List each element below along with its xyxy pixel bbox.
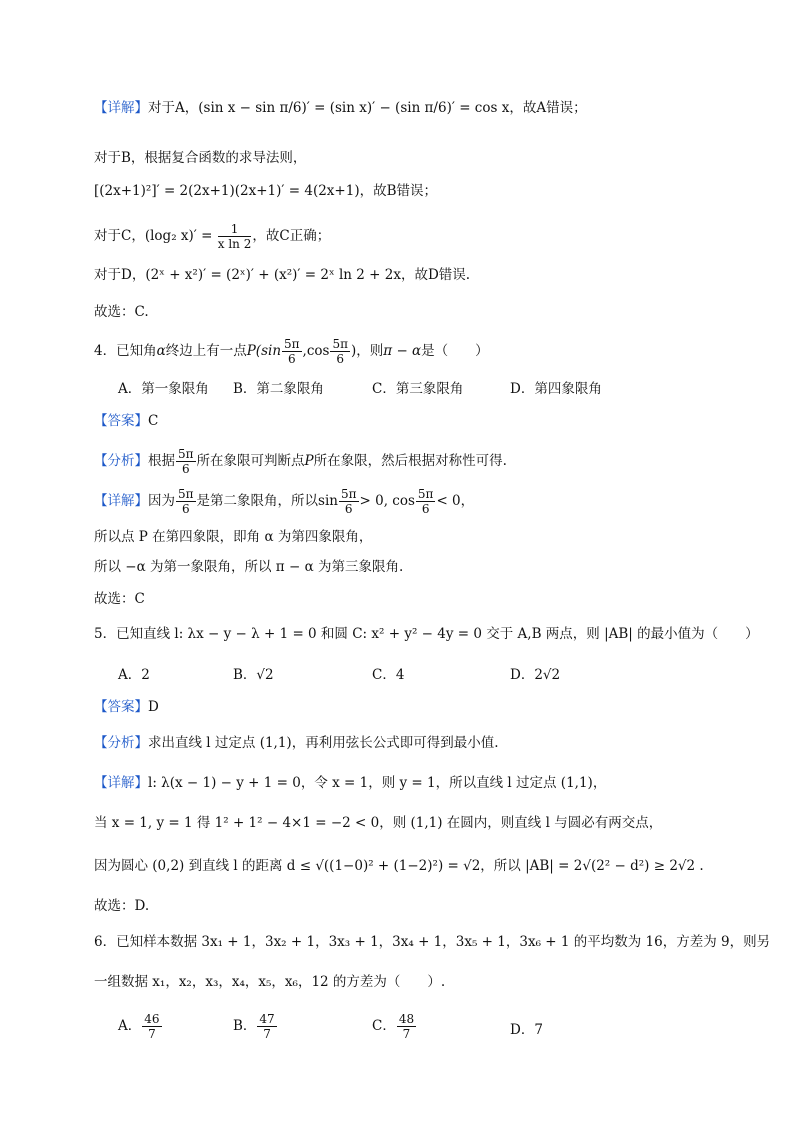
math-expr: [(2x+1)²]′ = 2(2x+1)(2x+1)′ = 4(2x+1) (94, 183, 360, 199)
analysis-tag: 【分析】 (94, 453, 148, 469)
math-text: sin (318, 493, 338, 509)
q4-option-c: C．第三象限角 (372, 381, 464, 397)
q4-analysis (94, 447, 734, 476)
numerator: 5π (417, 487, 434, 501)
fraction (416, 487, 436, 516)
answer-value: C (148, 413, 159, 429)
text: 对于C， (94, 228, 145, 244)
option-letter: A． (118, 1018, 142, 1034)
text: ，则 (356, 343, 384, 359)
answer-tag: 【答案】 (94, 699, 148, 715)
q5-choose: 故选：D. (94, 898, 150, 914)
numerator: 47 (259, 1012, 275, 1026)
q4-detail-line3: 所以 −α 为第一象限角，所以 π − α 为第三象限角. (94, 559, 404, 575)
text: 是第二象限角，所以 (196, 493, 319, 509)
text: ，故D错误. (400, 267, 471, 283)
fraction (397, 1012, 416, 1041)
answer-tag: 【答案】 (94, 413, 148, 429)
q5-detail (94, 773, 734, 793)
detail-tag: 【详解】 (94, 775, 148, 791)
denominator: 6 (336, 352, 345, 366)
q4-option-d: D．第四象限角 (510, 381, 602, 397)
math-expr: (2ˣ + x²)′ = (2ˣ)′ + (x²)′ = 2ˣ ln 2 + 2x (145, 267, 401, 283)
text: 所在象限可判断点 (196, 453, 305, 469)
q6-stem-line2: 一组数据 x₁，x₂，x₃，x₄，x₅，x₆，12 的方差为（ ）. (94, 974, 446, 990)
math-expr: (log₂ x)′ = (144, 228, 213, 244)
q5-stem: 5．已知直线 l: λx − y − λ + 1 = 0 和圆 C: x² + y² − 4y = 0 交于 A,B 两点，则 |AB| 的最小值为（ ） (94, 626, 759, 642)
q3-detail-c (94, 222, 734, 251)
math-text: > 0, cos (359, 493, 415, 509)
denominator: 6 (344, 502, 353, 516)
denominator: 6 (421, 502, 430, 516)
q6-option-c (372, 1012, 417, 1041)
detail-tag: 【详解】 (94, 493, 148, 509)
q5-detail-line3: 因为圆心 (0,2) 到直线 l 的距离 d ≤ √((1−0)² + (1−2)²) = √2，所以 |AB| = 2√(2² − d²) ≥ 2√2 . (94, 858, 704, 874)
fraction (176, 487, 196, 516)
math-text: < 0 (436, 493, 461, 509)
text: 因为 (148, 493, 175, 509)
answer-value: D (148, 699, 159, 715)
q5-option-b: B．√2 (233, 667, 274, 683)
q4-answer (94, 411, 734, 431)
q5-analysis (94, 733, 734, 753)
numerator: 5π (178, 487, 194, 501)
text: 对于A， (148, 100, 199, 116)
denominator: 6 (287, 352, 296, 366)
text: 终边上有一点 (165, 343, 247, 359)
q3-detail-b (94, 181, 734, 201)
fraction (176, 447, 196, 476)
text: ，故A错误； (509, 100, 587, 116)
q4-choose: 故选：C (94, 591, 145, 607)
math-expr: (sin x − sin π/6)′ = (sin x)′ − (sin π/6)′ = cos x (198, 100, 510, 116)
denominator: 7 (263, 1027, 271, 1041)
q4-option-a: A．第一象限角 (118, 381, 209, 397)
numerator: 5π (340, 487, 357, 501)
numerator: 5π (332, 337, 348, 351)
text: 4．已知角 (94, 343, 157, 359)
q5-option-c: C．4 (372, 667, 405, 683)
text: l: λ(x − 1) − y + 1 = 0，令 x = 1，则 y = 1，所以直线 l 过定点 (1,1)， (148, 775, 607, 791)
numerator: 46 (144, 1012, 160, 1026)
math-point: P (304, 453, 314, 469)
option-letter: C． (372, 1018, 396, 1034)
analysis-tag: 【分析】 (94, 735, 148, 751)
text: 根据 (148, 453, 175, 469)
q6-option-a (118, 1012, 163, 1041)
q3-detail-d (94, 265, 734, 285)
numerator: 48 (398, 1012, 415, 1026)
denominator: 7 (402, 1027, 411, 1041)
q3-choose: 故选：C. (94, 304, 149, 320)
q4-option-b: B．第二象限角 (233, 381, 324, 397)
math-point: P(sin (246, 343, 282, 359)
fraction (330, 337, 350, 366)
fraction (339, 487, 359, 516)
q5-answer (94, 697, 734, 717)
q4-stem (94, 337, 734, 366)
numerator: 1 (218, 222, 252, 237)
fraction (218, 222, 252, 251)
q5-detail-line2: 当 x = 1, y = 1 得 1² + 1² − 4×1 = −2 < 0，则 (1,1) 在圆内，则直线 l 与圆必有两交点， (94, 815, 663, 831)
math-expr: π − α (383, 343, 422, 359)
text: 是（ ） (421, 343, 489, 359)
q3-detail-b-intro: 对于B，根据复合函数的求导法则， (94, 150, 307, 166)
denominator: x ln 2 (217, 237, 252, 251)
text: ， (460, 493, 475, 509)
q6-option-d: D．7 (510, 1022, 543, 1038)
q6-stem-line1: 6．已知样本数据 3x₁ + 1，3x₂ + 1，3x₃ + 1，3x₄ + 1，3x₅ + 1，3x₆ + 1 的平均数为 16，方差为 9，则另 (94, 934, 771, 950)
denominator: 6 (181, 502, 190, 516)
text: 所在象限，然后根据对称性可得. (313, 453, 507, 469)
fraction (142, 1012, 161, 1041)
option-letter: B． (233, 1018, 257, 1034)
denominator: 6 (181, 462, 190, 476)
text: 求出直线 l 过定点 (1,1)，再利用弦长公式即可得到最小值. (148, 735, 499, 751)
math-text: ) (351, 343, 357, 359)
q4-detail (94, 487, 734, 516)
q4-detail-line2: 所以点 P 在第四象限，即角 α 为第四象限角， (94, 529, 373, 545)
text: ，故C正确； (252, 228, 331, 244)
detail-tag: 【详解】 (94, 100, 148, 116)
text: 对于D， (94, 267, 146, 283)
q5-option-a: A．2 (118, 667, 150, 683)
q3-detail-a (94, 98, 734, 118)
text: ，故B错误； (359, 183, 438, 199)
denominator: 7 (148, 1027, 156, 1041)
math-alpha: α (156, 343, 166, 359)
q5-option-d: D．2√2 (510, 667, 561, 683)
fraction (282, 337, 302, 366)
numerator: 5π (284, 337, 300, 351)
q6-option-b (233, 1012, 278, 1041)
math-text: ,cos (302, 343, 330, 359)
fraction (257, 1012, 276, 1041)
numerator: 5π (178, 447, 194, 461)
